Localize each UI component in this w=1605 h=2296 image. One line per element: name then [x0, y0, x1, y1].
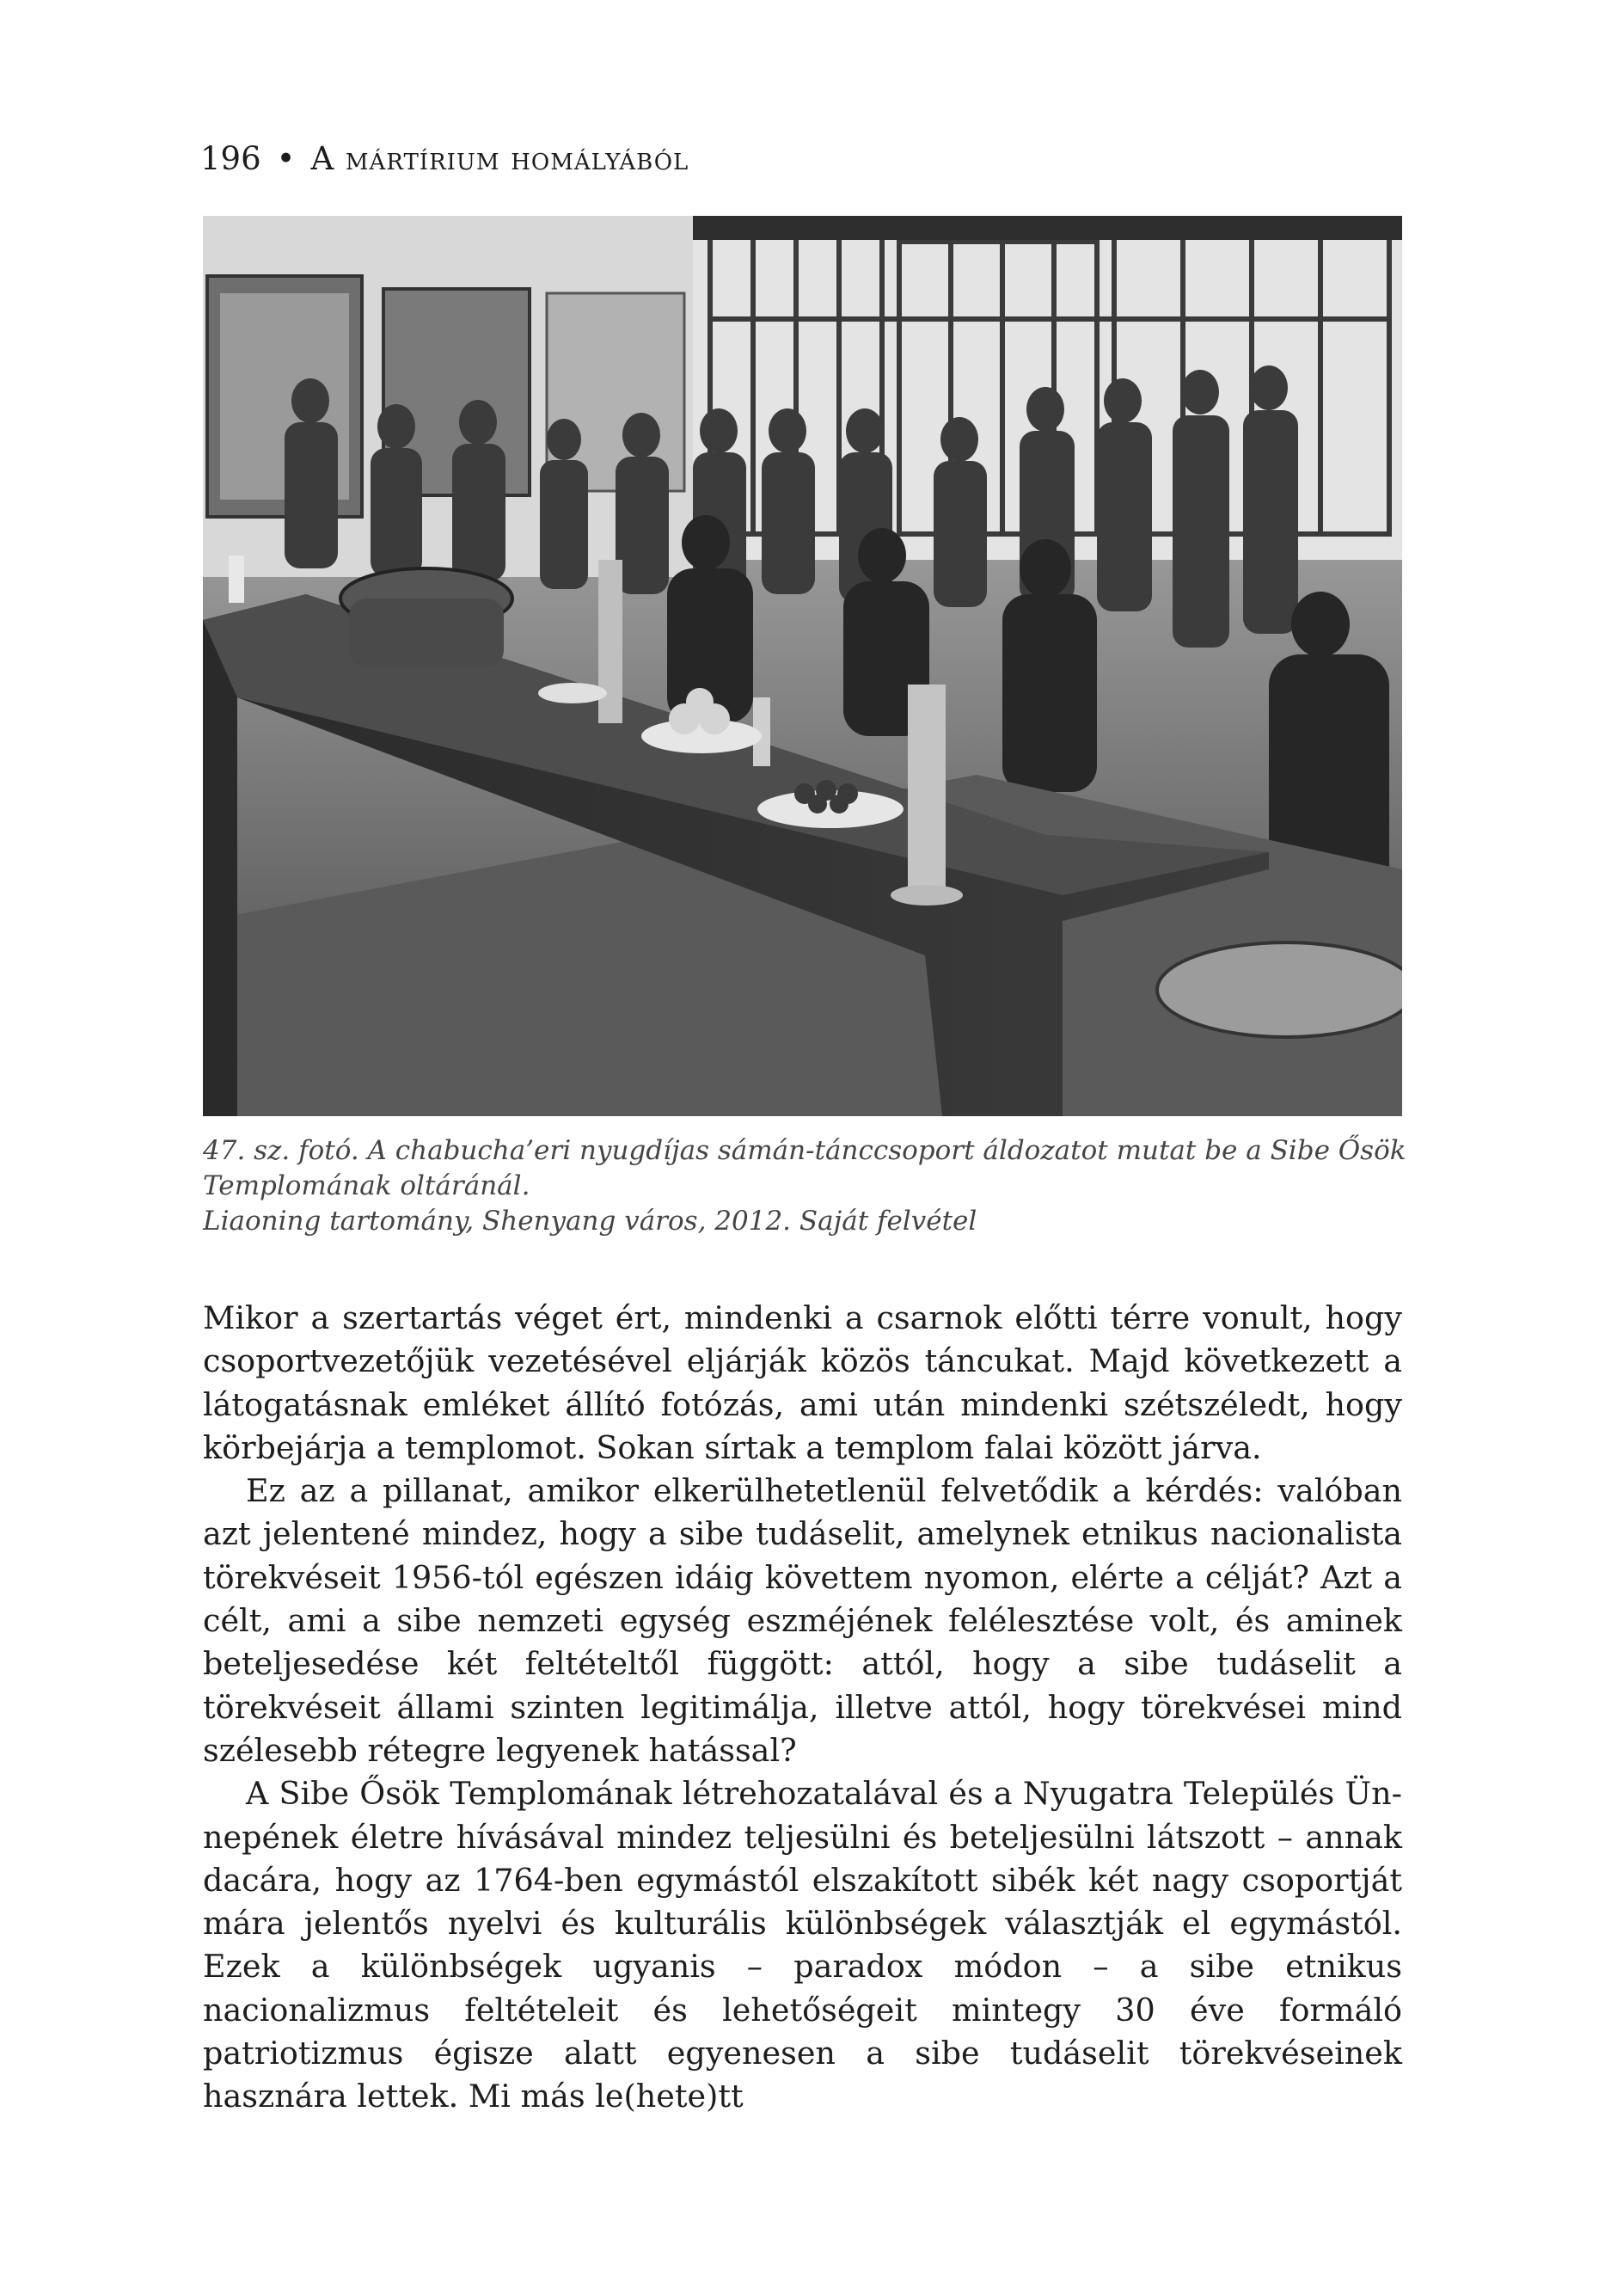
caption-line-2: Templomának oltáránál. [203, 1170, 530, 1201]
body-text [203, 1297, 1402, 2119]
caption-line-3: Liaoning tartomány, Shenyang város, 2012. Saját felvétel [203, 1206, 977, 1237]
caption-line-1: 47. sz. fotó. A chabucha’eri nyugdíjas sámán-tánccsoport áldozatot mutat be a Sibe Ősök [203, 1135, 1406, 1166]
altar-ceremony-photo [203, 216, 1402, 1116]
running-header [200, 138, 689, 181]
page-number: 196 [200, 140, 261, 177]
running-title: A mártírium homályából [310, 140, 689, 177]
photo-caption [203, 1133, 1406, 1239]
paragraph-1: Mikor a szertartás véget ért, mindenki a csarnok előtti térre vonult, hogy csoportvezetőjük vezetésével eljárják közös táncukat. Majd következett a látogatásnak emléket állító fotózás, ami után mindenki szétszéledt, hogy körbejárja a templomot. Sokan sírtak a templom falai között járva. [203, 1299, 1402, 1466]
paragraph-3: A Sibe Ősök Templomának létrehozatalával és a Nyugatra Település Ünnepének életre hívásával mindez teljesülni és beteljesülni látszott – annak dacára, hogy az 1764-ben egymástól elszakított sibék két nagy csoportját mára jelentős nyelvi és kulturális különbségek választják el egymástól. Ezek a különbségek ugyanis – paradox módon – a sibe etnikus nacionalizmus feltételeit és lehetőségeit mintegy 30 éve formáló patriotizmus égisze alatt egyenesen a sibe tudáselit törekvéseinek hasznára lettek. Mi más le(hete)tt [203, 1775, 1402, 2115]
paragraph-2: Ez az a pillanat, amikor elkerülhetetlenül felvetődik a kérdés: valóban azt jelentené mindez, hogy a sibe tudáselit, amelynek etnikus nacionalista törekvéseit 1956-tól egészen idáig követtem nyomon, elérte a célját? Azt a célt, ami a sibe nemzeti egység eszméjének felélesztése volt, és aminek beteljesedése két feltételtől függött: attól, hogy a sibe tudáselit a törekvéseit állami szinten legitimálja, illetve attól, hogy törekvései mind szélesebb rétegre legyenek hatással? [203, 1472, 1402, 1769]
header-separator: • [276, 140, 296, 177]
